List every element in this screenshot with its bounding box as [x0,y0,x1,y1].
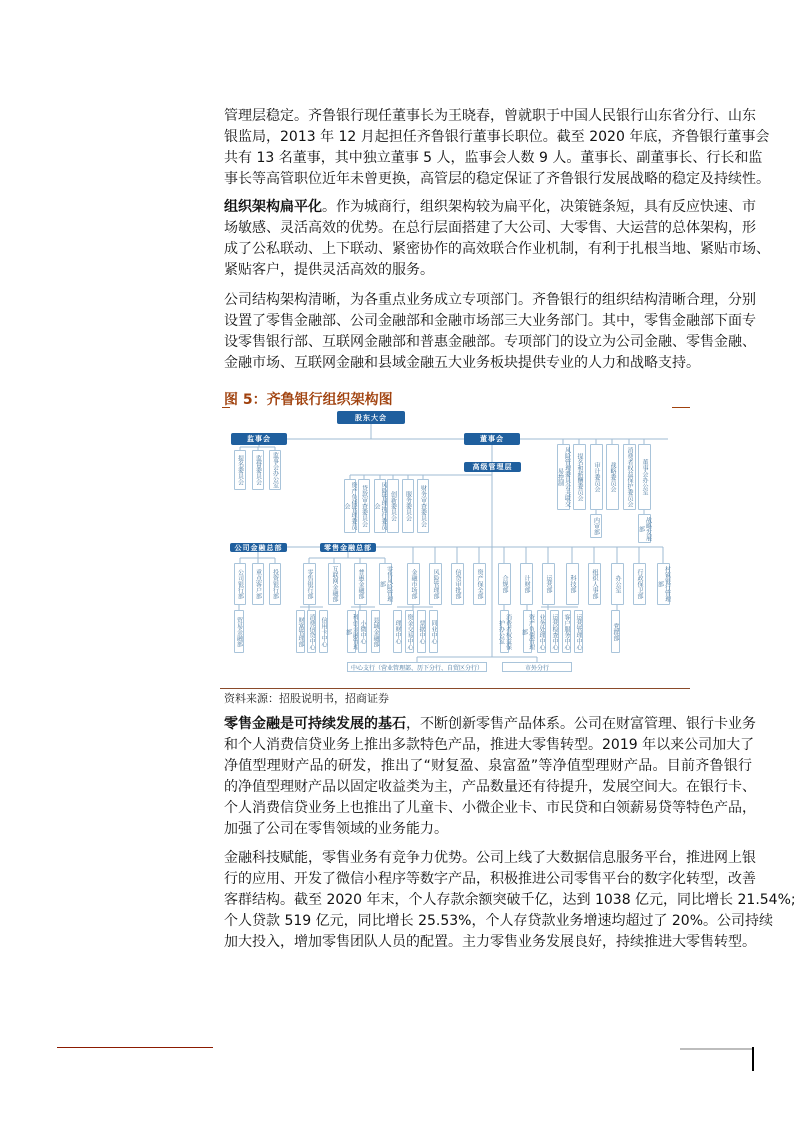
paragraph-line [224,819,752,840]
org-node: 监督委员会 [252,450,264,490]
paragraph-lead: 零售金融是可持续发展的基石 [224,716,406,732]
paragraph-text: 和个人消费信贷业务上推出多款特色产品，推进大零售转型。2019 年以来公司加大了 [224,737,755,753]
org-node: 金融市场部 [407,563,420,605]
org-node: 资金交易中心 [405,610,414,653]
paragraph-line [224,777,756,798]
figure-caption: 图 5：齐鲁银行组织架构图 [224,392,393,408]
figure-source: 资料来源：招股说明书，招商证券 [224,692,389,705]
org-node-branch: 中心支行（营业管理部、历下分行、自贸区分行） [347,662,487,672]
org-node: 信贷审批部 [451,563,464,605]
org-node: 客户服务中心 [562,610,571,653]
org-node-board: 董事会 [464,433,520,445]
footer-marker [752,1047,754,1071]
org-node: 运营部 [542,563,555,605]
org-node: 资产负债管理委员会 [344,479,356,533]
org-node: 公司银行部 [234,563,246,605]
org-node-corporate-hq: 公司金融总部 [230,543,287,552]
org-node: 消费者权益保护办公室 [500,610,509,653]
org-node: 村镇银行管理部 [657,563,670,605]
org-node-senior-management: 高级管理层 [464,462,521,472]
org-node: 票据中心 [417,610,426,653]
org-node: 创新委员会 [387,479,399,533]
body-paragraph [224,848,796,953]
org-node: 财务审查委员会 [417,479,429,533]
org-node: 小微中心 [358,610,367,653]
paragraph-text: 的净值型理财产品以固定收益类为主，产品数量还有待提升，发展空间大。在银行卡、 [224,779,756,795]
org-node: 战略发展部 [638,514,651,543]
paragraph-text: 紧贴客户，提供灵活高效的服务。 [224,262,434,278]
paragraph-text: 金融市场、互联网金融和县域金融五大业务板块提供专业的人力和战略支持。 [224,355,700,371]
org-node: 零售银行部 [303,563,316,605]
org-node: 理财中心 [393,610,402,653]
org-node: 服务委员会 [402,479,414,533]
paragraph-text: 场敏感、灵活高效的优势。在总行层面搭建了大公司、大零售、大运营的总体架构，形 [224,220,756,236]
org-node-retail-hq: 零售金融总部 [320,543,376,552]
org-node: 信用卡中心 [319,610,328,653]
org-node: 办公室 [611,563,624,605]
org-node: 提名和薪酬委员会 [573,444,586,510]
org-node: 组织人事部 [588,563,601,605]
org-node: 投资银行部 [269,563,281,605]
org-node: 贸易金融部 [234,610,244,653]
org-node: 重点客户部 [252,563,264,605]
paragraph-text: 。作为城商行，组织架构较为扁平化，决策链条短，具有反应快速、市 [322,199,756,215]
paragraph-line [224,911,774,932]
org-node: 行政保卫部 [633,563,646,605]
org-node: 消费信贷中心 [307,610,316,653]
paragraph-text: 公司结构架构清晰，为各重点业务成立专项部门。齐鲁银行的组织结构清晰合理，分别 [224,292,756,308]
paragraph-text: 客群结构。截至 2020 年末，个人存款余额突破千亿，达到 1038 亿元，同比增长 21.54%; [224,892,796,908]
org-node: 风险管理部 [429,563,442,605]
paragraph-text: 个人贷款 519 亿元，同比增长 25.53%，个人存贷款业务增速均超过了 20%。公司持续 [224,913,774,929]
org-node: 提名委员会 [234,450,246,490]
org-node: 同业中心 [429,610,438,653]
paragraph-line [224,714,756,735]
org-node: 董事会办公室 [638,444,651,510]
paragraph-line [224,735,755,756]
org-node: 科技部 [566,563,579,605]
paragraph-text: 银监局，2013 年 12 月起担任齐鲁银行董事长职位。截至 2020 年底，齐鲁银行董事会 [224,129,770,145]
paragraph-line [224,869,756,890]
org-node: 风险管理执行委员会 [374,479,386,533]
org-node: 计财部 [520,563,533,605]
paragraph-text: 加大投入，增加零售团队人员的配置。主力零售业务发展良好，持续推进大零售转型。 [224,934,756,950]
org-node: 资产保全部 [473,563,486,605]
paragraph-line [224,890,796,911]
paragraph-text: 成了公私联动、上下联动、紧密协作的高效联合作业机制，有利于扎根当地、紧贴市场、 [224,241,770,257]
org-node: 贷款审查委员会 [358,479,370,533]
org-node: 风险管理委员会关联交易控制 [557,444,570,510]
org-node: 普惠金融部 [354,563,367,605]
org-node-shareholders: 股东大会 [337,411,405,424]
org-node: 运营检查中心 [550,610,559,653]
paragraph-text: ，不断创新零售产品体系。公司在财富管理、银行卡业务 [406,716,756,732]
org-node-supervisory-board: 监事会 [231,433,287,445]
org-node: 零售风险管理部 [379,563,392,605]
paragraph-line [224,756,752,777]
paragraph-text: 行的应用、开发了微信小程序等数字产品，积极推进公司零售平台的数字化转型，改善 [224,871,756,887]
footer-rule-right [680,1048,752,1050]
paragraph-lead: 组织架构扁平化 [224,199,322,215]
org-node: 消费者权益保护委员会 [623,444,636,510]
paragraph-text: 管理层稳定。齐鲁银行现任董事长为王晓春，曾就职于中国人民银行山东省分行、山东 [224,108,756,124]
org-node: 党群部 [611,610,620,653]
paragraph-line [224,798,756,819]
org-node: 内审部 [590,514,602,538]
org-node: 运营管理中心 [574,610,583,653]
footer-rule-left [57,1047,213,1048]
paragraph-text: 设零售银行部、互联网金融部和普惠金融部。专项部门的设立为公司金融、零售金融、 [224,334,756,350]
org-node: 监事会办公室 [269,450,281,490]
paragraph-text: 加强了公司在零售领域的业务能力。 [224,821,448,837]
paragraph-text: 共有 13 名董事，其中独立董事 5 人，监事会人数 9 人。董事长、副董事长、行长和监 [224,150,763,166]
paragraph-text: 净值型理财产品的研发，推出了“财复盈、泉富盈”等净值型理财产品。目前齐鲁银行 [224,758,752,774]
org-node: 资产负债管理部 [523,610,532,653]
source-rule [220,688,690,689]
paragraph-text: 设置了零售金融部、公司金融部和金融市场部三大业务部门。其中，零售金融部下面专 [224,313,756,329]
paragraph-line [224,932,756,953]
org-node: 审计委员会 [590,444,603,510]
org-node-branch: 市外分行 [502,662,572,672]
org-node: 合规部 [498,563,511,605]
body-paragraph [224,714,756,840]
org-node: 财富管理部 [296,610,305,653]
org-node: 互联网金融部 [328,563,341,605]
org-node: 战略委员会 [606,444,619,510]
paragraph-line [224,848,756,869]
paragraph-text: 事长等高管职位近年未曾更换，高管层的稳定保证了齐鲁银行发展战略的稳定及持续性。 [224,171,770,187]
org-node: 科创金融管理部 [347,610,356,653]
org-node: 业务处理中心 [537,610,546,653]
org-node: 县域金融部 [371,610,380,653]
paragraph-text: 个人消费信贷业务上也推出了儿童卡、小微企业卡、市民贷和白领薪易贷等特色产品， [224,800,756,816]
paragraph-text: 金融科技赋能，零售业务有竞争力优势。公司上线了大数据信息服务平台，推进网上银 [224,850,756,866]
